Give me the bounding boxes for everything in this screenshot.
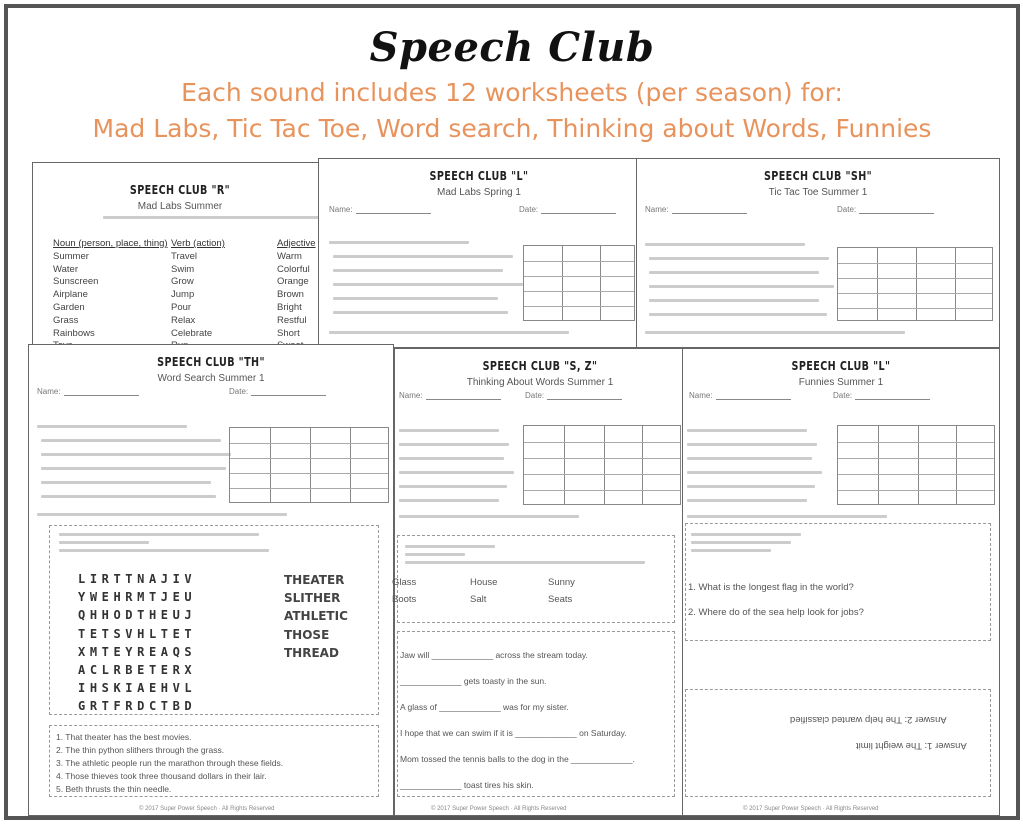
sentence: 2. The thin python slithers through the grass. xyxy=(56,745,225,755)
checklist-line xyxy=(333,297,498,300)
checklist-line xyxy=(41,467,226,470)
subtitle-line-2: Mad Labs, Tic Tac Toe, Word search, Thinking about Words, Funnies xyxy=(92,114,932,143)
instruction-line xyxy=(329,241,469,244)
worksheet-sh-tic-tac-toe xyxy=(636,158,1000,348)
letter-row: XMTEYREAQS xyxy=(78,644,197,659)
worksheet-sz-thinking-about-words xyxy=(394,348,686,816)
directions-line xyxy=(59,541,149,544)
word: Grow xyxy=(171,276,194,288)
checklist-line xyxy=(649,299,819,302)
date-field: Date: xyxy=(833,391,930,400)
checklist-line xyxy=(399,429,499,432)
worksheet-title: SPEECH CLUB "S, Z" xyxy=(482,359,598,373)
directions-line xyxy=(59,549,269,552)
checklist-grid xyxy=(837,247,993,321)
checklist-line xyxy=(41,453,231,456)
date-field: Date: xyxy=(229,387,326,396)
word: Grass xyxy=(53,314,79,326)
footer-line xyxy=(329,331,569,334)
word: Warm xyxy=(277,250,302,262)
column-header: Adjective xyxy=(277,238,316,249)
letter-row: QHHODTHEUJ xyxy=(78,608,197,623)
sentence: 5. Beth thrusts the thin needle. xyxy=(56,784,172,794)
checklist-line xyxy=(687,499,807,502)
sentence: 4. Those thieves took three thousand dollars in their lair. xyxy=(56,771,267,781)
checklist-line xyxy=(41,481,211,484)
word: Sunscreen xyxy=(53,276,99,288)
letter-row: LIRTTNAJIV xyxy=(78,572,197,586)
noun-column xyxy=(53,238,168,352)
choice-word: Salt xyxy=(470,594,487,605)
sentence: 3. The athletic people run the marathon through these fields. xyxy=(56,758,284,768)
worksheet-subtitle: Thinking About Words Summer 1 xyxy=(466,377,614,388)
word: Airplane xyxy=(53,289,88,301)
checklist-line xyxy=(687,457,812,460)
word: Garden xyxy=(53,301,85,313)
word: Restful xyxy=(277,314,307,326)
sentence: 1. That theater has the best movies. xyxy=(56,732,192,742)
word: Swim xyxy=(171,263,195,275)
word: Rainbows xyxy=(53,327,95,339)
checklist-line xyxy=(687,485,815,488)
footer-copyright: © 2017 Super Power Speech · All Rights Reserved xyxy=(431,806,567,812)
choice-word: Seats xyxy=(548,594,573,605)
word: Travel xyxy=(171,250,198,262)
worksheet-title: SPEECH CLUB "R" xyxy=(129,183,231,197)
word: Celebrate xyxy=(171,327,213,339)
letter-row: TETSVHLTET xyxy=(78,626,197,641)
checklist-line xyxy=(399,471,514,474)
fill-in-sentence: _____________ gets toasty in the sun. xyxy=(400,676,547,686)
checklist-line xyxy=(333,311,508,314)
word-bank-item: THREAD xyxy=(284,645,339,660)
adjective-column xyxy=(277,238,316,352)
checklist-line xyxy=(649,313,827,316)
checklist-line xyxy=(399,443,509,446)
worksheet-title: SPEECH CLUB "TH" xyxy=(157,355,265,369)
choice-word: Sunny xyxy=(548,577,575,588)
checklist-line xyxy=(687,471,822,474)
checklist-line xyxy=(399,485,507,488)
word: Colorful xyxy=(277,263,310,275)
word: Bright xyxy=(277,301,302,313)
name-field: Name: xyxy=(689,391,791,400)
date-field: Date: xyxy=(525,391,622,400)
name-field: Name: xyxy=(645,205,747,214)
worksheet-title: SPEECH CLUB "SH" xyxy=(763,169,873,183)
date-field: Date: xyxy=(837,205,934,214)
letter-row: YWEHRMTJEU xyxy=(78,590,197,605)
checklist-line xyxy=(399,457,504,460)
word-search-grid xyxy=(78,570,196,716)
letter-row: IHSKIAEHVL xyxy=(78,681,197,696)
footer-copyright: © 2017 Super Power Speech · All Rights Reserved xyxy=(139,806,275,812)
footer-line xyxy=(645,331,905,334)
directions-line xyxy=(691,549,771,552)
subtitle-line-1: Each sound includes 12 worksheets (per season) for: xyxy=(181,78,843,107)
fill-in-sentence: A glass of _____________ was for my sister. xyxy=(400,702,569,712)
fill-in-sentence: Mom tossed the tennis balls to the dog in the _____________. xyxy=(400,754,635,764)
letter-row: ACLRBETERX xyxy=(78,663,197,678)
worksheet-r-mad-labs xyxy=(32,162,328,352)
word: Brown xyxy=(277,289,304,301)
word: Jump xyxy=(171,289,195,301)
name-field: Name: xyxy=(329,205,431,214)
worksheet-subtitle: Word Search Summer 1 xyxy=(157,373,265,384)
checklist-line xyxy=(687,443,817,446)
instruction-line xyxy=(37,425,187,428)
checklist-line xyxy=(687,429,807,432)
checklist-line xyxy=(333,283,523,286)
name-field: Name: xyxy=(37,387,139,396)
page-title: Speech Club xyxy=(369,24,655,71)
fill-in-sentence: _____________ toast tires his skin. xyxy=(400,780,534,790)
word-bank-item: THEATER xyxy=(284,573,345,587)
word: Summer xyxy=(53,250,89,262)
word: Pour xyxy=(171,301,192,313)
instruction-line xyxy=(103,216,323,219)
directions-line xyxy=(59,533,259,536)
word: Water xyxy=(53,263,78,275)
directions-line xyxy=(691,533,801,536)
choice-word: House xyxy=(470,577,498,588)
worksheet-subtitle: Tic Tac Toe Summer 1 xyxy=(768,187,868,198)
word-bank-item: ATHLETIC xyxy=(284,609,348,624)
checklist-grid xyxy=(229,427,389,503)
worksheet-l-mad-labs xyxy=(318,158,640,348)
checklist-grid xyxy=(837,425,995,505)
joke-question: 1. What is the longest flag in the world? xyxy=(688,582,854,593)
choice-word: Boots xyxy=(392,594,417,605)
instruction-line xyxy=(645,243,805,246)
checklist-line xyxy=(649,257,829,260)
checklist-line xyxy=(333,255,513,258)
checklist-line xyxy=(333,269,503,272)
joke-answer-upside-down: Answer 2: The help wanted classified xyxy=(790,714,947,725)
date-field: Date: xyxy=(519,205,616,214)
word-bank-item: SLITHER xyxy=(284,591,341,606)
fill-in-sentence: Jaw will _____________ across the stream today. xyxy=(400,650,588,660)
checklist-line xyxy=(649,271,819,274)
word-bank xyxy=(284,571,348,662)
joke-question: 2. Where do of the sea help look for jobs? xyxy=(688,607,864,618)
worksheet-subtitle: Mad Labs Summer xyxy=(137,201,223,212)
checklist-line xyxy=(41,495,216,498)
joke-answer-upside-down: Answer 1: The weight limit xyxy=(856,740,967,751)
footer-line xyxy=(37,513,287,516)
footer-line xyxy=(687,515,887,518)
worksheet-title: SPEECH CLUB "L" xyxy=(791,359,891,373)
worksheet-subtitle: Funnies Summer 1 xyxy=(798,377,884,388)
checklist-grid xyxy=(523,245,635,321)
letter-row: GRTFRDCTBD xyxy=(78,699,197,714)
checklist-line xyxy=(399,499,499,502)
directions-line xyxy=(405,561,645,564)
column-header: Noun (person, place, thing) xyxy=(53,238,168,249)
footer-copyright: © 2017 Super Power Speech · All Rights Reserved xyxy=(743,806,879,812)
footer-line xyxy=(399,515,579,518)
word: Orange xyxy=(277,276,309,288)
directions-line xyxy=(691,541,791,544)
column-header: Verb (action) xyxy=(171,238,225,249)
choice-word: Glass xyxy=(392,577,417,588)
directions-line xyxy=(405,545,495,548)
checklist-line xyxy=(41,439,221,442)
checklist-grid xyxy=(523,425,681,505)
choices-box xyxy=(397,535,675,623)
worksheet-title: SPEECH CLUB "L" xyxy=(429,169,529,183)
word-bank-item: THOSE xyxy=(284,627,330,642)
word: Short xyxy=(277,327,300,339)
name-field: Name: xyxy=(399,391,501,400)
verb-column xyxy=(171,238,225,352)
page-frame xyxy=(4,4,1020,820)
checklist-line xyxy=(649,285,834,288)
directions-line xyxy=(405,553,465,556)
fill-in-sentence: I hope that we can swim if it is _____________ on Saturday. xyxy=(400,728,627,738)
worksheet-subtitle: Mad Labs Spring 1 xyxy=(437,187,521,198)
word: Relax xyxy=(171,314,196,326)
